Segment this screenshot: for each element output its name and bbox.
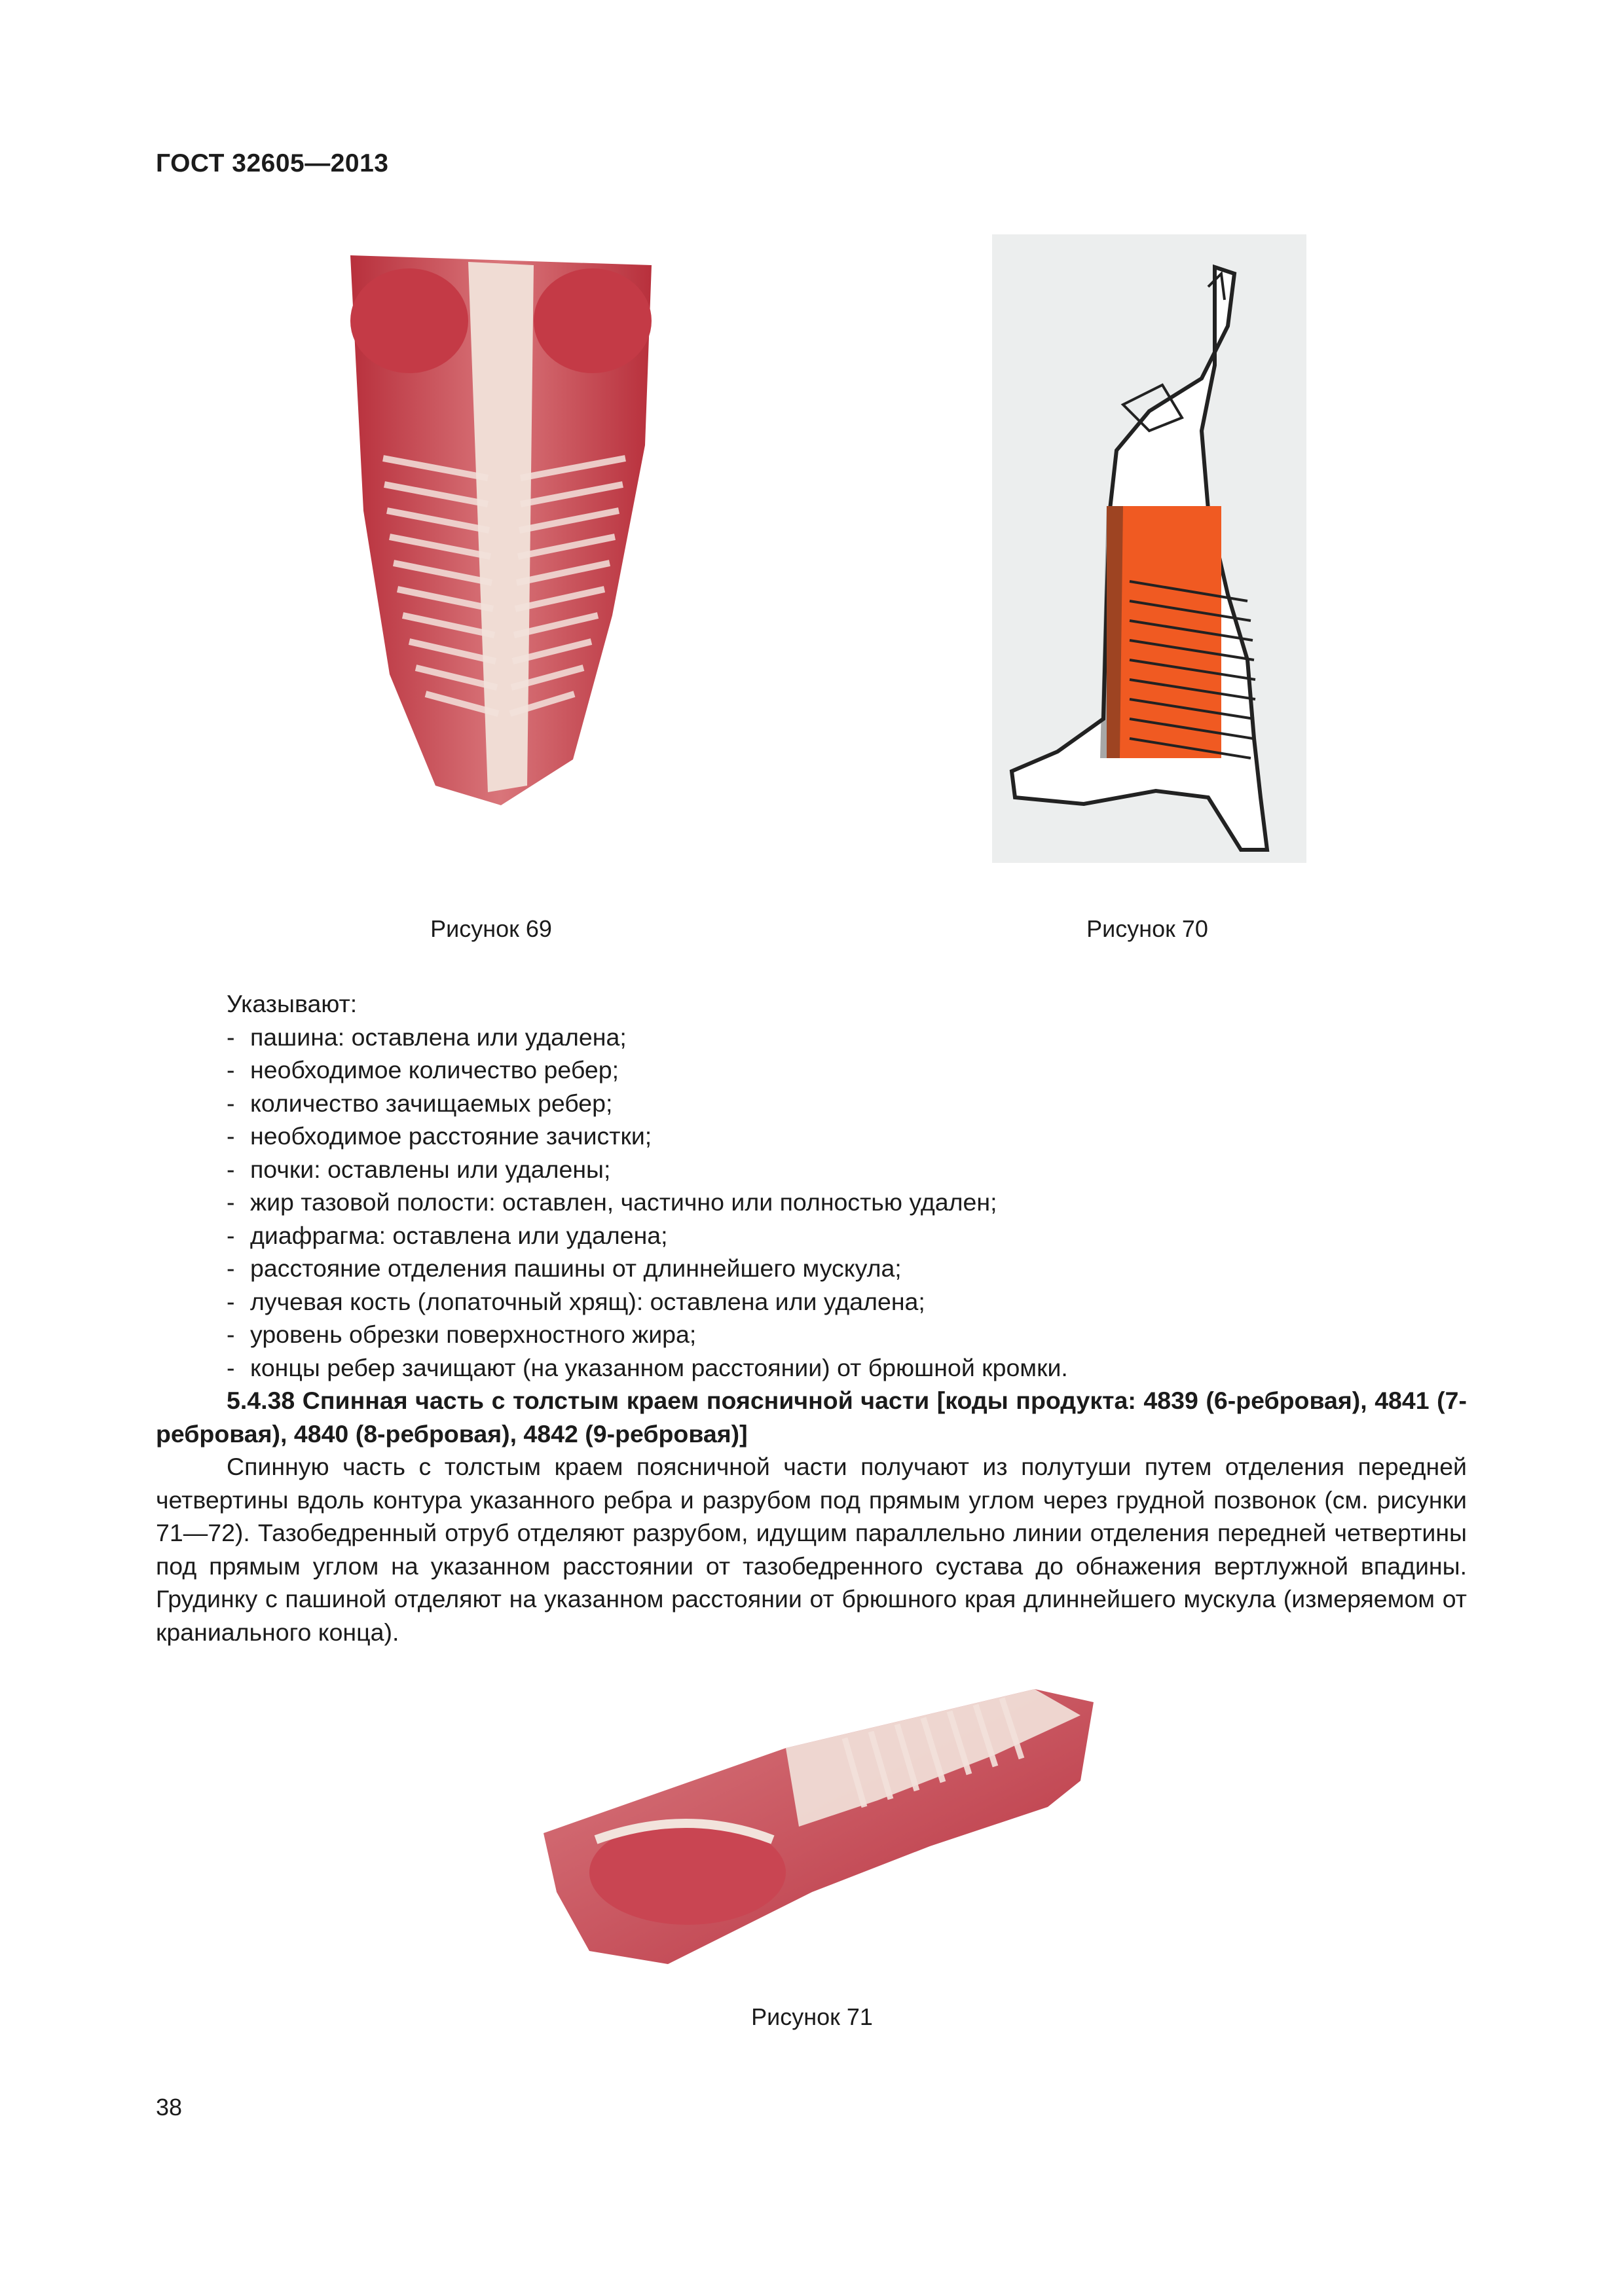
list-item: - необходимое расстояние зачистки; (227, 1122, 652, 1150)
list-item: - пашина: оставлена или удалена; (227, 1023, 627, 1051)
figure-70-caption: Рисунок 70 (1086, 915, 1208, 942)
figure-69-image (337, 249, 665, 812)
list-item: - расстояние отделения пашины от длиннейшего мускула; (227, 1254, 902, 1282)
list-item: - почки: оставлены или удалены; (227, 1155, 611, 1183)
section-paragraph: Спинную часть с толстым краем поясничной части получают из полутуши путем отделения передней четвертины вдоль контура указанного ребра и разрубом под прямым углом через грудной позвонок (см. рисунки 71—72). Тазобедренный отруб отделяют разрубом, идущим параллельно линии отделения передней четвертины под прямым углом на указанном расстоянии от тазобедренного сустава до обнажения вертлужной впадины. Грудинку с пашиной отделяют на указанном расстоянии от брюшного края длиннейшего мускула (измеряемом от краниального конца). (156, 1453, 1467, 1646)
list-item: - уровень обрезки поверхностного жира; (227, 1321, 697, 1348)
figure-70-diagram (992, 234, 1306, 863)
list-item: - концы ребер зачищают (на указанном расстоянии) от брюшной кромки. (227, 1353, 1068, 1381)
requirements-list (156, 1021, 1467, 1385)
list-item: - лучевая кость (лопаточный хрящ): оставлена или удалена; (227, 1287, 925, 1315)
figure-71-caption: Рисунок 71 (751, 2003, 873, 2030)
list-item: - жир тазовой полости: оставлен, частично или полностью удален; (227, 1188, 997, 1216)
list-item: - необходимое количество ребер; (227, 1056, 619, 1084)
list-intro: Указывают: (227, 990, 358, 1017)
body-text (156, 987, 1467, 1649)
document-header: ГОСТ 32605—2013 (156, 149, 389, 177)
figure-71-image (537, 1676, 1100, 1977)
page-number: 38 (156, 2094, 183, 2121)
list-item: - диафрагма: оставлена или удалена; (227, 1221, 668, 1249)
figure-69-caption: Рисунок 69 (430, 915, 552, 942)
list-item: - количество зачищаемых ребер; (227, 1089, 613, 1117)
section-title: 5.4.38 Спинная часть с толстым краем поясничной части [коды продукта: 4839 (6-ребровая), 4841 (7-ребровая), 4840 (8-ребровая), 4842 (9-ребровая)] (156, 1387, 1467, 1448)
